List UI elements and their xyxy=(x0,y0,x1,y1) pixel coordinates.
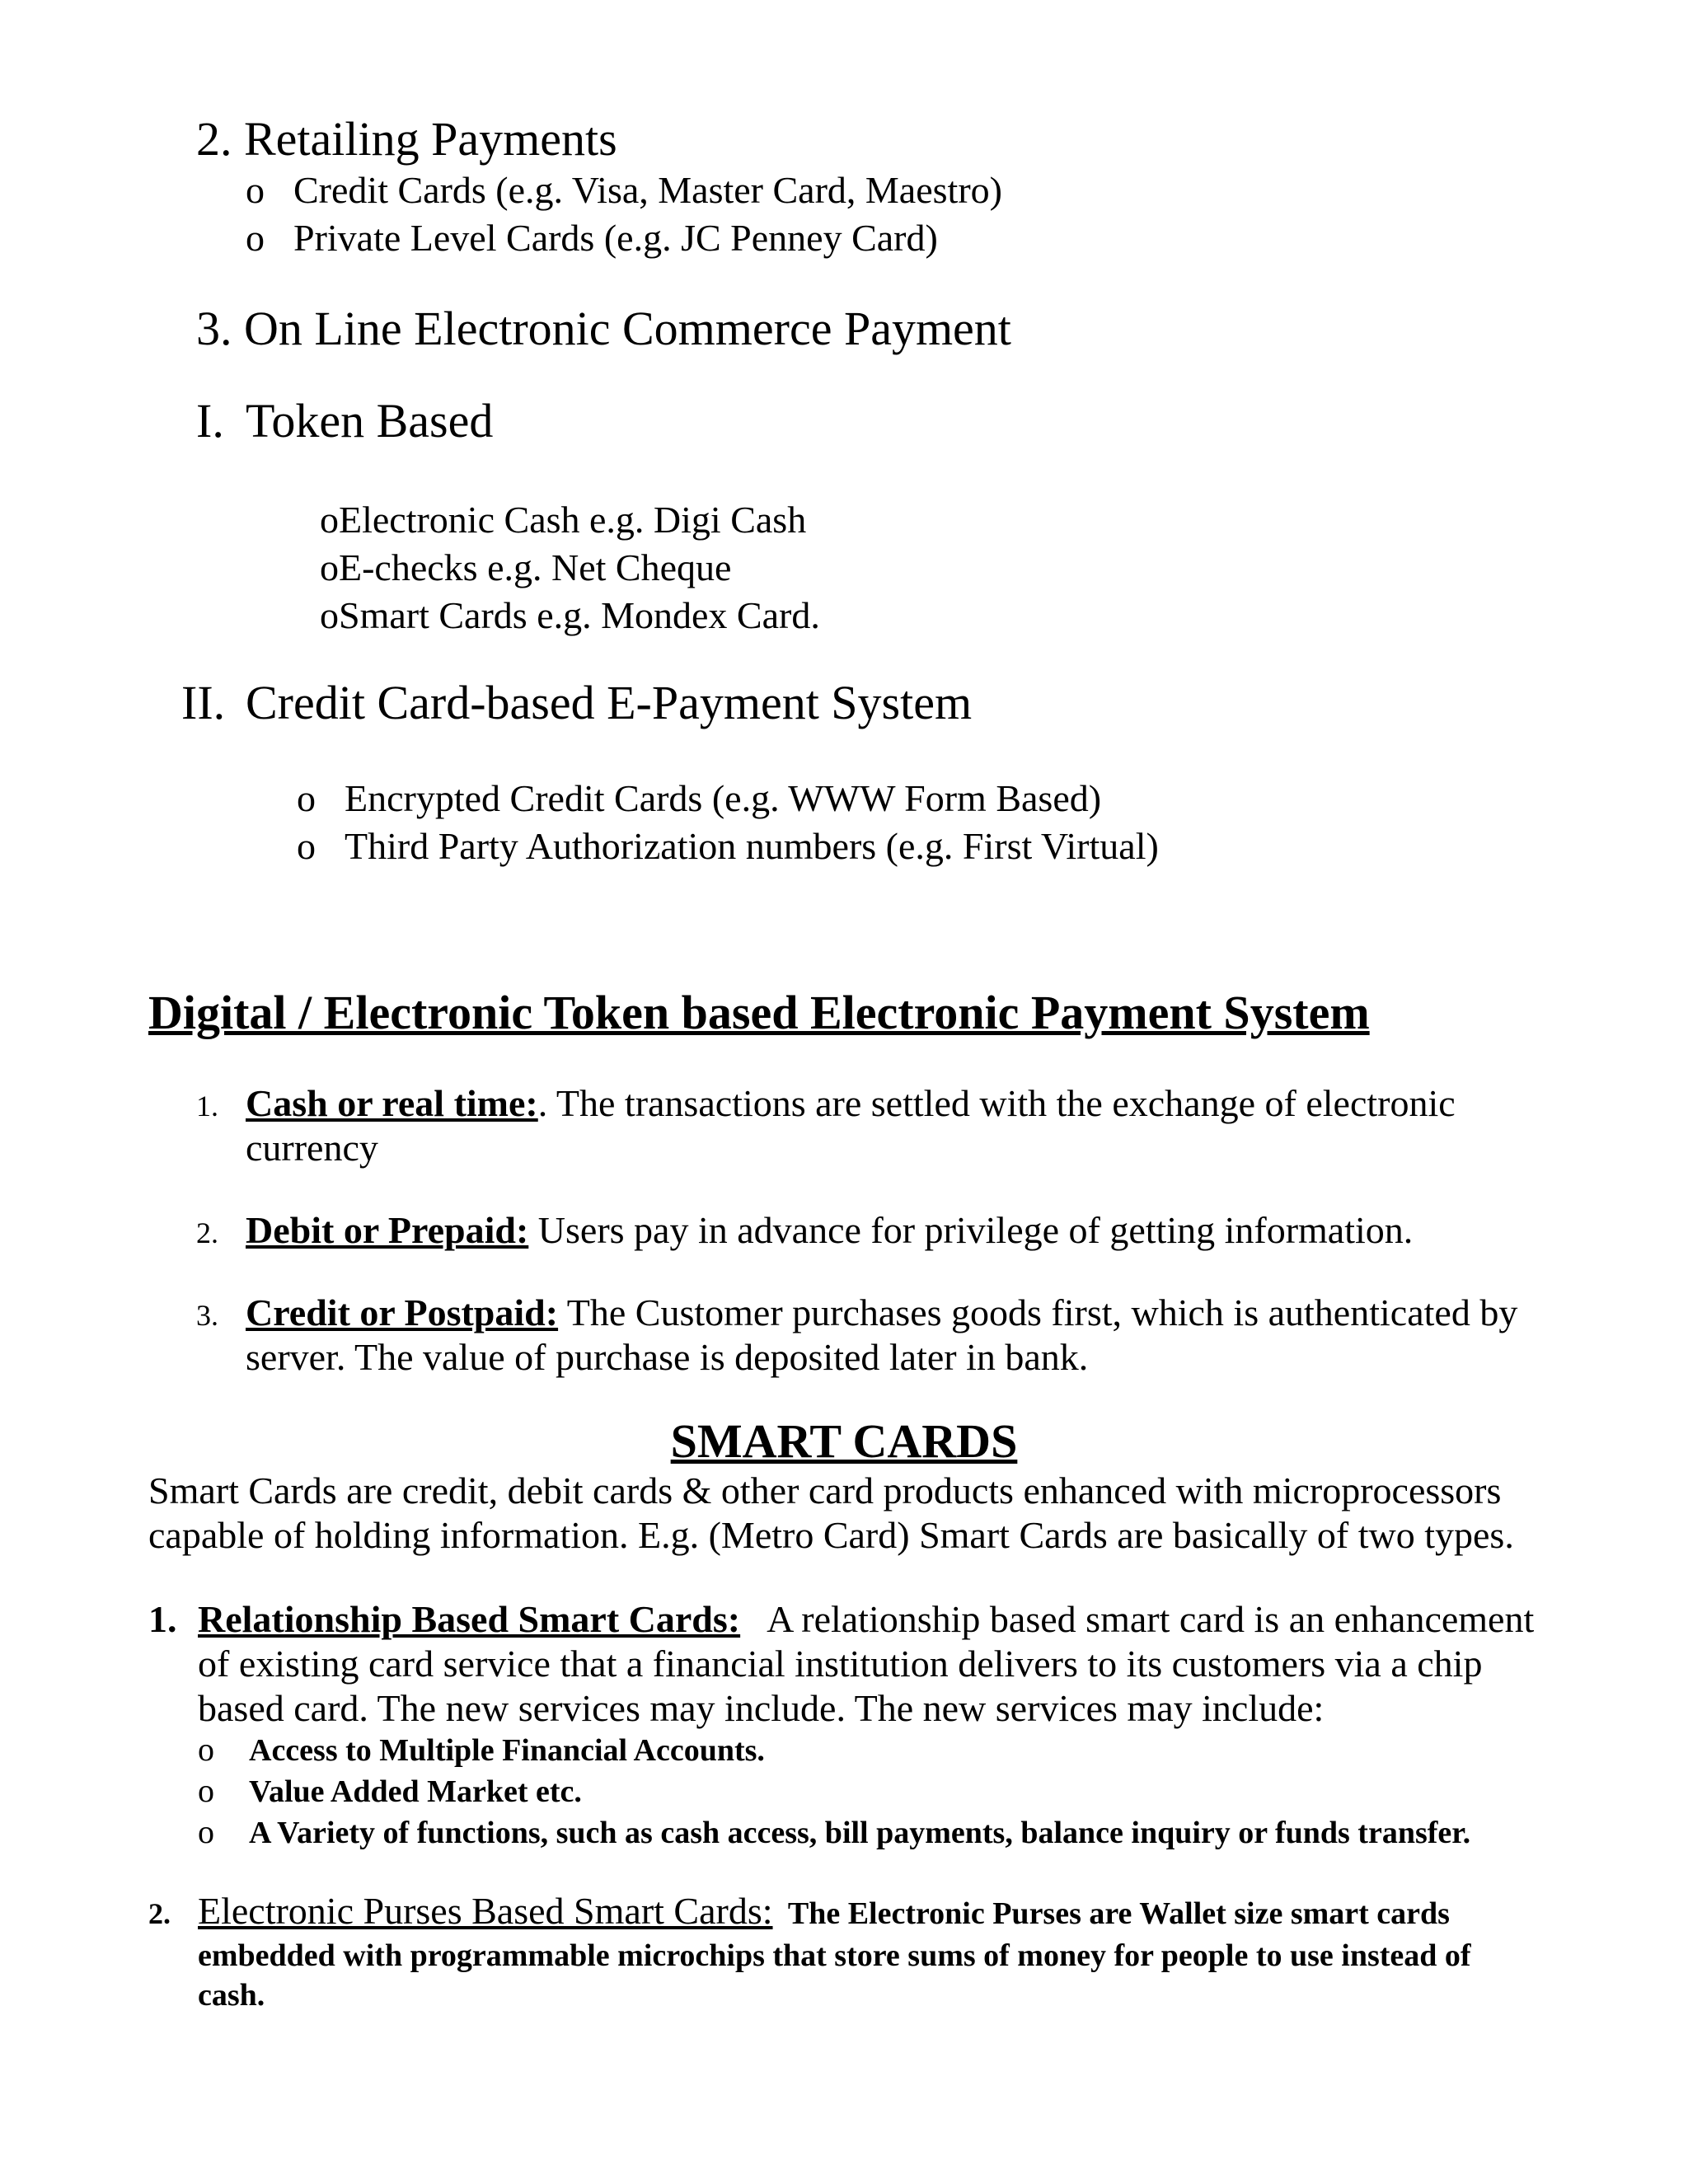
smart-item-1-bullet-2 xyxy=(198,1770,582,1812)
smart-item-1-bullet-1 xyxy=(198,1729,765,1771)
bullet-marker: o xyxy=(320,499,339,541)
item-text: A relationship based smart card is an enhancement xyxy=(740,1598,1535,1640)
item-number: 1. xyxy=(148,1598,177,1640)
smart-item-1-line-3: based card. The new services may include. The new services may include: xyxy=(198,1687,1325,1729)
item-text: The Customer purchases goods first, which is authenticated by xyxy=(558,1291,1518,1333)
bullet-marker: o xyxy=(320,546,339,588)
bullet-text: Smart Cards e.g. Mondex Card. xyxy=(339,594,820,636)
credit-bullet-2 xyxy=(297,823,1159,870)
smart-item-2-line-2: embedded with programmable microchips that store sums of money for people to use instead of xyxy=(198,1938,1471,1973)
bullet-text: Credit Cards (e.g. Visa, Master Card, Maestro) xyxy=(293,169,1002,211)
item-number: 1. xyxy=(196,1090,218,1122)
bullet-text: Third Party Authorization numbers (e.g. First Virtual) xyxy=(345,825,1159,867)
smart-item-2-line-3: cash. xyxy=(198,1978,265,2013)
bullet-marker: o xyxy=(320,594,339,636)
item-term: Cash or real time: xyxy=(246,1082,538,1124)
digital-item-1-cont: currency xyxy=(246,1127,378,1169)
section-3-title: 3. On Line Electronic Commerce Payment xyxy=(196,302,1011,355)
smart-item-1-bullet-3 xyxy=(198,1811,1470,1854)
digital-item-1 xyxy=(196,1081,1456,1128)
item-term: Electronic Purses Based Smart Cards: xyxy=(198,1890,773,1932)
credit-based-heading xyxy=(181,676,973,730)
credit-based-title: Credit Card-based E-Payment System xyxy=(246,676,973,729)
section-2-bullet-1 xyxy=(246,166,1002,214)
digital-heading: Digital / Electronic Token based Electronic Payment System xyxy=(148,986,1370,1039)
bullet-marker: o xyxy=(198,1813,214,1850)
roman-numeral: II. xyxy=(181,676,226,729)
bullet-marker: o xyxy=(198,1731,214,1768)
item-text: The Electronic Purses are Wallet size smart cards xyxy=(772,1896,1450,1931)
token-based-title: Token Based xyxy=(246,394,494,448)
bullet-marker: o xyxy=(297,825,316,867)
item-number: 2. xyxy=(148,1897,171,1930)
smart-item-1-line-2: of existing card service that a financial institution delivers to its customers via a chip xyxy=(198,1643,1483,1685)
bullet-marker: o xyxy=(297,777,316,819)
section-2-bullet-2 xyxy=(246,214,938,262)
digital-item-3-cont: server. The value of purchase is deposited later in bank. xyxy=(246,1336,1089,1378)
bullet-text: E-checks e.g. Net Cheque xyxy=(339,546,732,588)
bullet-text: Access to Multiple Financial Accounts. xyxy=(249,1733,765,1768)
item-text: . The transactions are settled with the exchange of electronic xyxy=(537,1082,1456,1124)
smart-cards-heading: SMART CARDS xyxy=(670,1414,1018,1468)
item-term: Relationship Based Smart Cards: xyxy=(198,1598,741,1640)
bullet-text: Electronic Cash e.g. Digi Cash xyxy=(339,499,807,541)
smart-item-2 xyxy=(148,1889,1450,1936)
bullet-text: Encrypted Credit Cards (e.g. WWW Form Based) xyxy=(345,777,1102,819)
item-term: Debit or Prepaid: xyxy=(246,1209,529,1251)
section-2-title: 2. Retailing Payments xyxy=(196,112,617,166)
bullet-text: A Variety of functions, such as cash access, bill payments, balance inquiry or funds transfer. xyxy=(249,1816,1471,1850)
item-term: Credit or Postpaid: xyxy=(246,1291,559,1333)
bullet-text: Private Level Cards (e.g. JC Penney Card) xyxy=(293,217,938,259)
item-number: 2. xyxy=(196,1216,218,1249)
item-text: Users pay in advance for privilege of getting information. xyxy=(528,1209,1414,1251)
token-bullet-2 xyxy=(320,544,731,592)
bullet-marker: o xyxy=(246,169,265,211)
item-number: 3. xyxy=(196,1299,218,1332)
smart-intro-line-2: capable of holding information. E.g. (Metro Card) Smart Cards are basically of two types. xyxy=(148,1514,1514,1556)
bullet-marker: o xyxy=(246,217,265,259)
token-based-heading xyxy=(196,394,494,448)
smart-item-1 xyxy=(148,1597,1534,1642)
digital-item-3 xyxy=(196,1291,1517,1338)
bullet-text: Value Added Market etc. xyxy=(249,1774,582,1809)
token-bullet-3 xyxy=(320,592,820,640)
digital-item-2 xyxy=(196,1208,1413,1255)
smart-intro-line-1: Smart Cards are credit, debit cards & other card products enhanced with microprocessors xyxy=(148,1469,1502,1511)
credit-bullet-1 xyxy=(297,775,1101,823)
bullet-marker: o xyxy=(198,1772,214,1809)
roman-numeral: I. xyxy=(196,394,224,448)
token-bullet-1 xyxy=(320,496,806,544)
